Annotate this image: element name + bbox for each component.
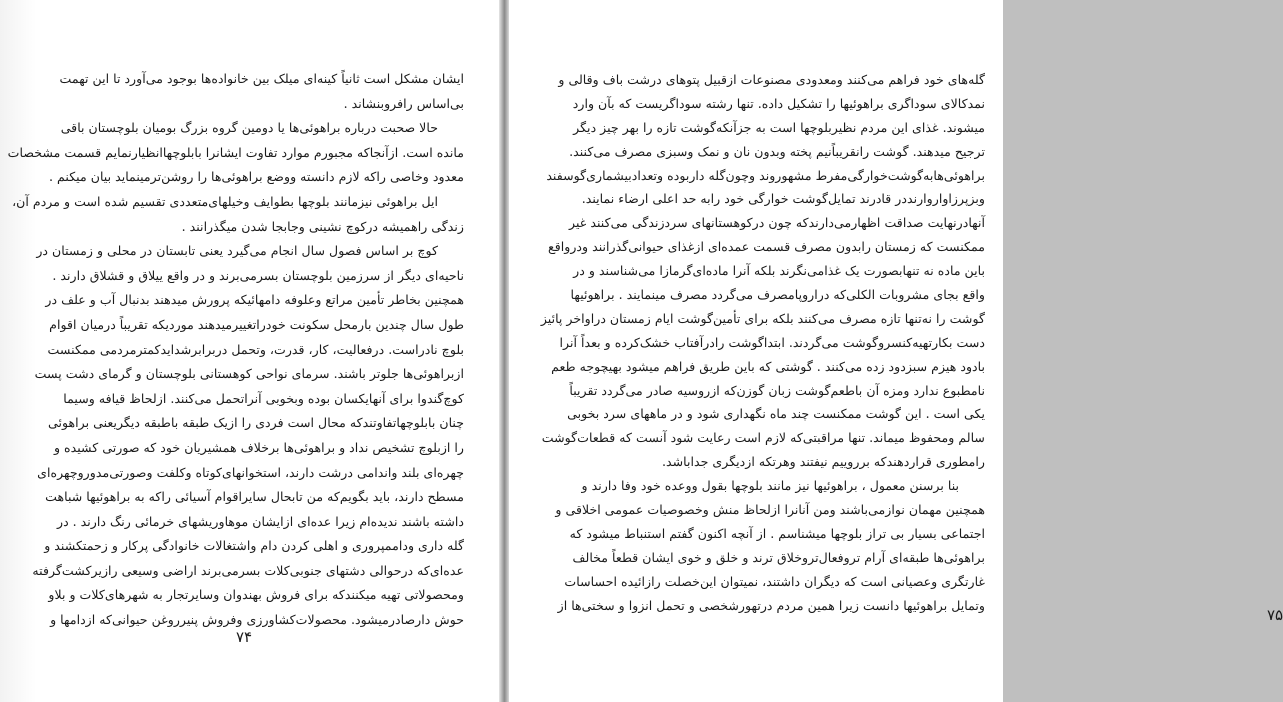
text-line: ترجیح میدهند. گوشت رانقریباًنیم پخته وبدون نان و نمک وسبزی مصرف می‌کنند. bbox=[569, 143, 985, 159]
text-line: بادود هیزم سبزدود زده می‌کنند . گوشتی که باین طریق فراهم میشود بهیچوجه طعم bbox=[551, 358, 985, 374]
text-line: را ازبلوچ تشخیص نداد و براهوئی‌ها برخلاف همشیریان خود که صورتی کشیده و bbox=[53, 439, 464, 455]
text-line: میشوند. غذای این مردم نظیربلوچها است به جزآنکه‌گوشت تازه را بهر چیز دیگر bbox=[573, 119, 985, 135]
text-line: اجتماعی بسیار بی تراز بلوچها میشناسم . از آنچه اکنون گفتم استنباط میشود که bbox=[569, 525, 985, 541]
left-page-text bbox=[7, 67, 464, 633]
text-line: مسطح دارند، باید بگویم‌که من تابحال سایراقوام آسیائی راکه به براهوئیها شباهت bbox=[45, 489, 464, 505]
text-line: گله داری وداممپروری و اهلی کردن دام واشتغالات خانوادگی پرکار و زحمتکشند و bbox=[44, 538, 464, 554]
right-page-text bbox=[540, 68, 985, 617]
text-line: براهوئی‌هابه‌گوشت‌خوارگی‌مفرط مشهوروند وچون‌گله داربوده وتعدادبیشماری‌گوسفند bbox=[546, 167, 985, 183]
text-line: گله‌های خود فراهم می‌کنند ومعدودی مصنوعات ازقبیل پتوهای درشت باف وقالی و bbox=[558, 72, 985, 87]
text-line: غارتگری وعصیانی است که دیگران داشتند، نمیتوان این‌خصلت رازائیده احساسات bbox=[564, 573, 985, 589]
right-page-number: ۷۵ bbox=[1267, 606, 1283, 624]
text-line: سالم ومحفوظ میماند. تنها مراقبتی‌که لازم است رعایت شود آنست که قطعات‌گوشت bbox=[541, 430, 985, 446]
text-line: حوش دارصادرمیشود. محصولات‌کشاورزی وفروش پنیرروغن حیوانی‌که ازدامها و bbox=[50, 612, 464, 628]
text-line: ناحیه‌ای دیگر از سرزمین بلوچستان بسرمی‌برند و در واقع ییلاق و قشلاق دارند . bbox=[52, 267, 464, 283]
left-book-page bbox=[0, 0, 499, 702]
text-line: ومحصولاتی تهیه میکنندکه برای فروش بهندوان وسایرتجار به شهرهای‌کلات و بلاو bbox=[48, 587, 464, 603]
text-line: وبزپرزاواروارنددر قادرند تمایل‌گوشت خوارگی خود رابه حد اعلی ارضاء نمایند. bbox=[581, 191, 985, 207]
text-line: نامطبوع ندارد ومزه آن باطعم‌گوشت زبان گوزن‌که ازروسیه صادر می‌گردد تقریباً bbox=[569, 382, 985, 398]
text-line: واقع بجای مشروبات الکلی‌که دراروپامصرف می‌گردد مصرف مینمایند . براهوئیها bbox=[570, 287, 985, 303]
scan-edge-shade bbox=[0, 0, 36, 702]
text-line: بلوچ نادراست. درفعالیت، کار، قدرت، وتحمل دربرابرشدایدکمترمردمی ممکنست bbox=[47, 341, 464, 357]
right-book-page bbox=[509, 0, 1283, 702]
text-line: زندگی راهمیشه درکوچ نشینی وجابجا شدن میگذرانند . bbox=[181, 218, 464, 234]
text-line: همچنین مهمان نوازمی‌باشند ومن آنانرا ازلحاظ منش وخصوصیات عمومی اخلاقی و bbox=[555, 502, 985, 518]
book-gutter bbox=[499, 0, 509, 702]
text-line: بی‌اساس رافروبنشاند . bbox=[343, 95, 464, 111]
text-line: معدود وخاصی راکه لازم دانسته ووضع براهوئی‌ها را روشن‌ترمینماید بیان میکنم . bbox=[49, 169, 464, 185]
text-line: وتمایل براهوئیها دانست زیرا همین مردم درتهورشخصی و تحمل انزوا و سختی‌ها از bbox=[557, 597, 985, 613]
text-line: چنان بابلوچهاتفاوتندکه محال است فردی را ازیک طبقه باطبقه دیگریعنی براهوئی bbox=[48, 415, 464, 431]
text-line: داشته باشند ندیده‌ام زیرا عده‌ای ازایشان موهاوریشهای خرمائی رنگ دارند . در bbox=[56, 513, 464, 529]
text-line: رامطوری قراردهندکه برروییم نیفتند وهرتکه ازدیگری جداباشد. bbox=[661, 454, 985, 470]
text-line: ممکنست که زمستان رابدون مصرف قسمت عمده‌ای ازغذای حیوانی‌گذرانند ودرواقع bbox=[548, 239, 985, 255]
text-line: ازبراهوئی‌ها جلوتر باشند. سرمای نواحی کوهستانی بلوچستان و گرمای دشت پست bbox=[34, 366, 464, 382]
text-line: باین ماده نه تنهابصورت یک غذامی‌نگرند بلکه آنرا ماده‌ای‌گرمازا می‌شناسند و در bbox=[573, 263, 985, 279]
text-line: دست بکارتهیه‌کنسروگوشت می‌گردند. ابتداگوشت رادرآفتاب خشک‌کرده و بعداً آنرا bbox=[559, 334, 985, 350]
text-line: حالا صحبت درباره براهوئی‌ها یا دومین گروه بزرگ بومیان بلوچستان باقی bbox=[60, 120, 438, 136]
text-line: براهوئی‌ها طبقه‌ای آرام تروفعال‌تروخلاق ترند و خلق و خوی ایشان قطعاً مخالف bbox=[572, 549, 985, 565]
text-line: همچنین بخاطر تأمین مراتع وعلوفه دامهائیکه پرورش میدهند بدنبال آب و علف در bbox=[45, 292, 464, 308]
text-line: بنا برسنن معمول ، براهوئیها نیز مانند بلوچها بقول ووعده خود وفا دارند و bbox=[581, 478, 959, 494]
left-page-number: ۷۴ bbox=[236, 628, 253, 646]
text-line: ایل براهوئی نیزمانند بلوچها بطوایف وخیلهای‌متعددی تقسیم شده است و مردم آن، bbox=[12, 193, 438, 209]
text-line: یکی است . این گوشت ممکنست چند ماه نگهداری شود و در ماههای سرد بخوبی bbox=[567, 406, 985, 422]
text-line: مانده است. ازآنجاکه مجبورم موارد تفاوت ایشانرا بابلوچهاانظیارنمایم قسمت مشخصات bbox=[7, 144, 464, 160]
text-line: کوچ بر اساس فصول سال انجام می‌گیرد یعنی تابستان در محلی و زمستان در bbox=[36, 243, 438, 259]
text-line: طول سال چندین بارمحل سکونت خودراتغییرمیدهند موردیکه تقریباً درمیان اقوام bbox=[49, 316, 464, 332]
text-line: آنهادرنهایت صداقت اظهارمی‌دارندکه چون درکوهستانهای سردزندگی می‌کنند غیر bbox=[569, 215, 985, 231]
text-line: ایشان مشکل است ثانیاً کینه‌ای میلک بین خانواده‌ها بوجود می‌آورد تا این تهمت bbox=[59, 71, 464, 86]
text-line: چهره‌ای بلند واندامی درشت دارند، استخوانهای‌کوتاه وکلفت وصورتی‌مدوروچهره‌ای bbox=[37, 464, 464, 480]
text-line: گوشت را نه‌تنها تازه مصرف می‌کنند بلکه برای تأمین‌گوشت ایام زمستان دراواخر پائیز bbox=[540, 310, 985, 326]
text-line: عده‌ای‌که درحوالی دشتهای جنوبی‌کلات بسرمی‌برند اراضی وسیعی رازیرکشت‌گرفته bbox=[32, 562, 464, 578]
text-line: کوچ‌گندوا برای آنهایکسان بوده وبخوبی آنراتحمل می‌کنند. ازلحاظ قیافه وسیما bbox=[63, 390, 464, 406]
text-line: نمدکالای سوداگری براهوئیها را تشکیل داده. تنها رشته سوداگریست که بآن وارد bbox=[572, 95, 985, 111]
